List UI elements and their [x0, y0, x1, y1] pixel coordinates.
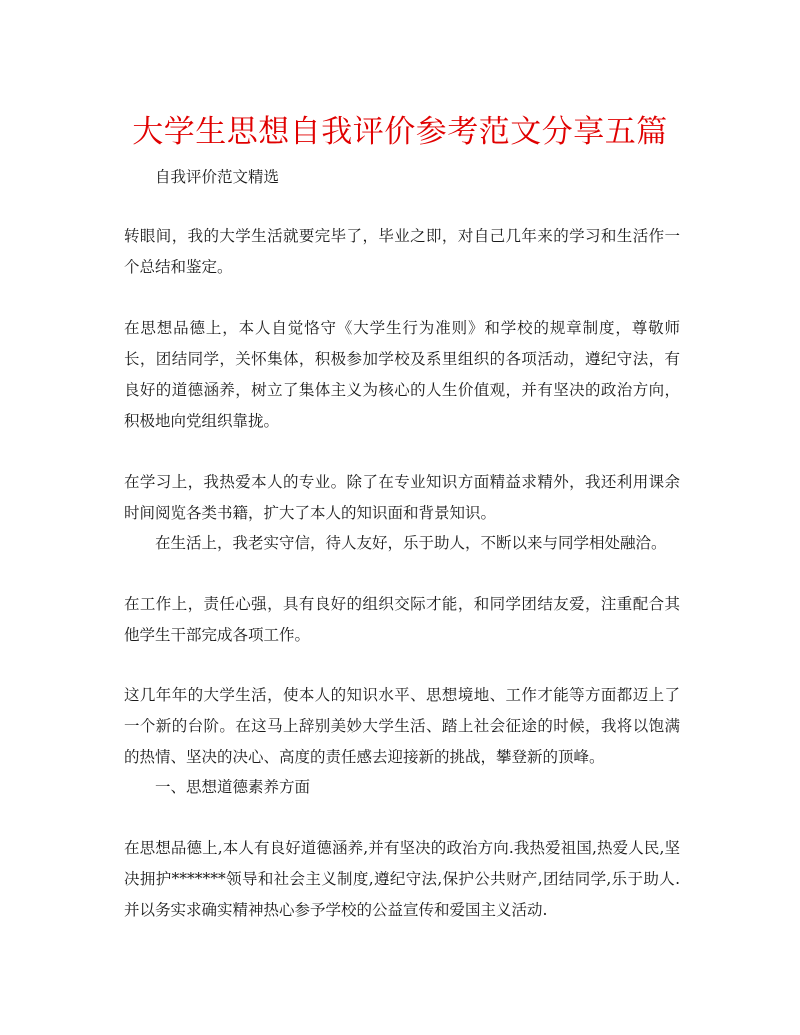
document-title: 大学生思想自我评价参考范文分享五篇	[132, 114, 668, 150]
paragraph-intro: 转眼间，我的大学生活就要完毕了，毕业之即，对自己几年来的学习和生活作一个总结和鉴定。	[124, 227, 680, 276]
paragraph-summary: 这几年年的大学生活，使本人的知识水平、思想境地、工作才能等方面都迈上了一个新的台阶。在这马上辞别美妙大学生活、踏上社会征途的时候，我将以饱满的热情、坚决的决心、高度的责任感去迎接新的挑战，攀登新的顶峰。	[124, 686, 680, 766]
paragraph-study: 在学习上，我热爱本人的专业。除了在专业知识方面精益求精外，我还利用课余时间阅览各类书籍，扩大了本人的知识面和背景知识。	[124, 473, 680, 522]
paragraph-morality: 在思想品德上，本人自觉恪守《大学生行为准则》和学校的规章制度，尊敬师长，团结同学，关怀集体，积极参加学校及系里组织的各项活动，遵纪守法，有良好的道德涵养，树立了集体主义为核心的人生价值观，并有坚决的政治方向，积极地向党组织靠拢。	[124, 319, 680, 430]
paragraph-life: 在生活上，我老实守信，待人友好，乐于助人，不断以来与同学相处融洽。	[155, 534, 667, 552]
paragraph-work: 在工作上，责任心强，具有良好的组织交际才能，和同学团结友爱，注重配合其他学生干部完成各项工作。	[124, 595, 680, 644]
section-heading: 一、思想道德素养方面	[155, 778, 311, 796]
paragraph-section-body: 在思想品德上,本人有良好道德涵养,并有坚决的政治方向.我热爱祖国,热爱人民,坚决拥护*******领导和社会主义制度,遵纪守法,保护公共财产,团结同学,乐于助人.并以务实求确实精神热心参予学校的公益宣传和爱国主义活动.	[124, 839, 680, 919]
subtitle: 自我评价范文精选	[155, 168, 280, 186]
